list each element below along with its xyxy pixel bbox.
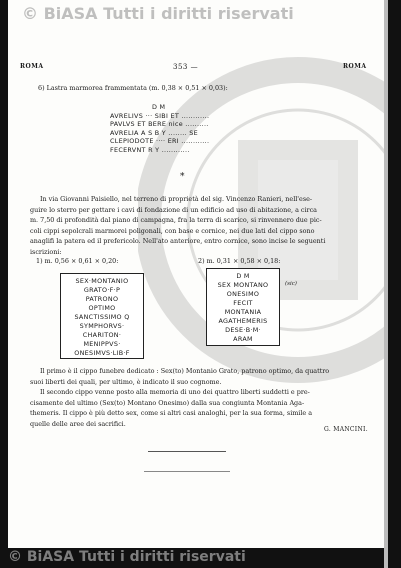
text-line: Il primo è il cippo funebre dedicato : Sex(to) Montanio Grato, patrono optimo, da quattro [40, 367, 330, 375]
closing-rule [148, 451, 226, 452]
text-line: In via Giovanni Paisiello, nel terreno di proprietà del sig. Vincenzo Ranieri, nell'ese- [40, 195, 313, 203]
text-line: guire lo sterro per gettare i cavi di fondazione di un edificio ad uso di abitazione, a circa [30, 205, 317, 214]
inscription-line: CLEPIODOTE ···· ERI ............ [110, 137, 210, 146]
inscription-line: FECERVNT R Y ............ [110, 145, 190, 154]
inscription-line: FECIT [233, 299, 253, 307]
inscription-line: ARAM [233, 335, 253, 343]
text-line: quelle delle aree dei sacrifici. [30, 419, 126, 428]
scan-border-right [388, 0, 401, 568]
closing-paragraphs [30, 366, 329, 430]
inscription-line: AVRELIVS ··· SIBI ET ............ [110, 111, 210, 120]
running-header-left: ROMA [20, 63, 44, 70]
text-line: anaglifi la patera ed il prefericolo. Nell'ato anteriore, entro cornice, sono incise le seguenti [30, 237, 326, 246]
text-line: themeris. Il cippo è più detto sex, come si altri casi analoghi, per la sua forma, simile a [30, 409, 313, 418]
running-header-right: ROMA [343, 63, 367, 70]
author-signature: G. MANCINI. [324, 426, 368, 433]
inscription-line: MENIPPVS· [83, 340, 121, 348]
cippo2-inscription-box [206, 268, 280, 346]
text-line: m. 7,50 di profondità dal piano di campagna, fra la terra di scarico, si rinvennero due pic- [30, 216, 322, 225]
inscription-line: OPTIMO [88, 304, 116, 312]
text-line: cisamente del ultimo (Sex(to) Montano Onesimo) dalla sua congiunta Montania Aga- [30, 398, 305, 407]
inscription-line: D M [236, 272, 250, 280]
inscription-line: ONESIMO [226, 290, 260, 298]
inscription-line: SEX·MONTANIO [75, 277, 129, 285]
inscription-line: SANCTISSIMO Q [74, 313, 130, 321]
inscription-6 [110, 103, 209, 155]
watermark-top: © BiASA Tutti i diritti riservati [22, 4, 294, 23]
inscription-line: MONTANIA [224, 308, 262, 316]
inscription-line: ONESIMVS·LIB·F [74, 349, 130, 357]
text-line: coli cippi sepolcrali marmorei poligonali, con base e cornice, nei due lati del cippo sono [30, 226, 315, 235]
text-line: suoi liberti dei quali, per ultimo, è indicato il suo cognome. [30, 377, 222, 386]
section-divider: * [180, 172, 185, 182]
inscription-line: SEX MONTANO [217, 281, 269, 289]
inscription-line: PAVLVS ET BERE nice .......... [110, 120, 209, 129]
page-number: 353 — [173, 63, 199, 71]
scan-border-left [0, 0, 8, 568]
inscription-line: DESE·B·M· [225, 326, 261, 334]
inscription-line: GRATO·F·P [83, 286, 121, 294]
inscription-line: CHARITON· [82, 331, 122, 339]
document-page [8, 0, 384, 548]
text-line: Il secondo cippo venne posto alla memoria di uno dei quattro liberti suddetti e pre- [40, 388, 310, 397]
sic-note: (sic) [285, 281, 297, 287]
item6-caption: 6) Lastra marmorea frammentata (m. 0,38 × 0,51 × 0,03): [38, 84, 228, 92]
closing-rule-faint [144, 471, 230, 472]
body-paragraph [30, 194, 325, 258]
text-line: iscrizioni: [30, 247, 62, 256]
cippo1-inscription-box [60, 273, 144, 359]
inscription-line: AGATHEMERIS [218, 317, 268, 325]
cippo2-caption: 2) m. 0,31 × 0,58 × 0,18: [198, 257, 281, 265]
watermark-bottom: © BiASA Tutti i diritti riservati [8, 549, 246, 565]
inscription-line: PATRONO [85, 295, 119, 303]
cippo1-caption: 1) m. 0,56 × 0,61 × 0,20: [36, 257, 119, 265]
inscription-line: SYMPHORVS· [79, 322, 125, 330]
inscription-line: D M [152, 103, 166, 111]
inscription-line: AVRELIA A S B Y ........ SE [110, 128, 198, 137]
